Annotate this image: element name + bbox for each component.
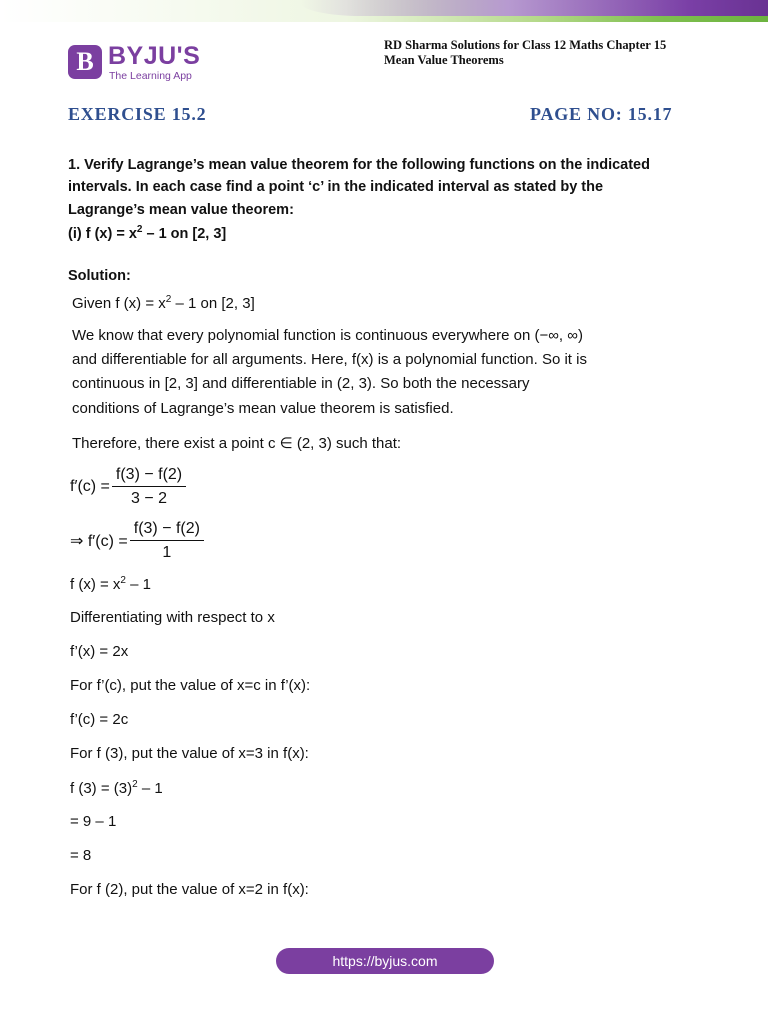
eq1-numerator: f(3) − f(2) [112,466,186,487]
for-f3-line: For f (3), put the value of x=3 in f(x): [70,745,309,762]
fprime-c: f’(c) = 2c [70,711,129,728]
f3-line: f $(3) = (3)^2 - 1$ [70,779,163,797]
question-line-3: Lagrange’s mean value theorem: [68,202,294,218]
logo-badge: B [68,45,102,79]
equation-2: ⇒ f′(c) = $\frac{f(3) - f(2)}{1}$ [70,520,204,562]
differentiating-line: Differentiating with respect to x [70,609,275,626]
eq1-denominator: 3 − 2 [130,490,168,507]
footer-url-link[interactable]: https://byjus.com [276,948,494,974]
eq2-denominator: 1 [162,544,172,561]
paragraph-line-2: and differentiable for all arguments. Here, f(x) is a polynomial function. So it is [72,351,587,368]
equation-1: f′(c) = $\frac{f(3) - f(2)}{3 - 2}$ [70,466,186,508]
paragraph-line-3: continuous in [2, 3] and differentiable in (2, 3). So both the necessary [72,375,530,392]
question-line-1: 1. Verify Lagrange’s mean value theorem for the following functions on the indicated [68,157,650,173]
given-line: Given f $(x) = x^2 - 1$ on [2, 3] [72,294,255,312]
logo-name: BYJU'S [108,42,201,70]
doc-title-line2: Mean Value Theorems [384,53,504,67]
step-line-1: = 9 – 1 [70,813,117,830]
doc-title-line1: RD Sharma Solutions for Class 12 Maths Chapter 15 [384,38,667,52]
logo-tagline: The Learning App [109,70,192,82]
eq2-numerator: f(3) − f(2) [130,520,204,541]
therefore-line: Therefore, there exist a point c ∈ (2, 3) such that: [72,435,402,452]
fx-definition: f $(x) = x^2 - 1$ [70,575,152,593]
byjus-logo [68,42,218,87]
top-decorative-bar [0,0,768,22]
page-number: PAGE NO: 15.17 [530,104,673,124]
exercise-label: EXERCISE 15.2 [68,104,207,124]
for-fc-line: For f’(c), put the value of x=c in f’(x): [70,677,311,694]
step-line-2: = 8 [70,847,92,864]
question-part-i: (i) f $(x) = x^2 - 1$ on [2, 3] [68,224,227,242]
for-f2-line: For f (2), put the value of x=2 in f(x): [70,881,309,898]
document-header [384,38,666,68]
paragraph-line-1: We know that every polynomial function is continuous everywhere on (−∞, ∞) [72,327,583,344]
paragraph-line-4: conditions of Lagrange’s mean value theorem is satisfied. [72,400,454,417]
fprime-x: f’(x) = 2x [70,643,129,660]
question-line-2: intervals. In each case find a point ‘c’ in the indicated interval as stated by the [68,179,604,195]
solution-label: Solution: [68,268,131,284]
